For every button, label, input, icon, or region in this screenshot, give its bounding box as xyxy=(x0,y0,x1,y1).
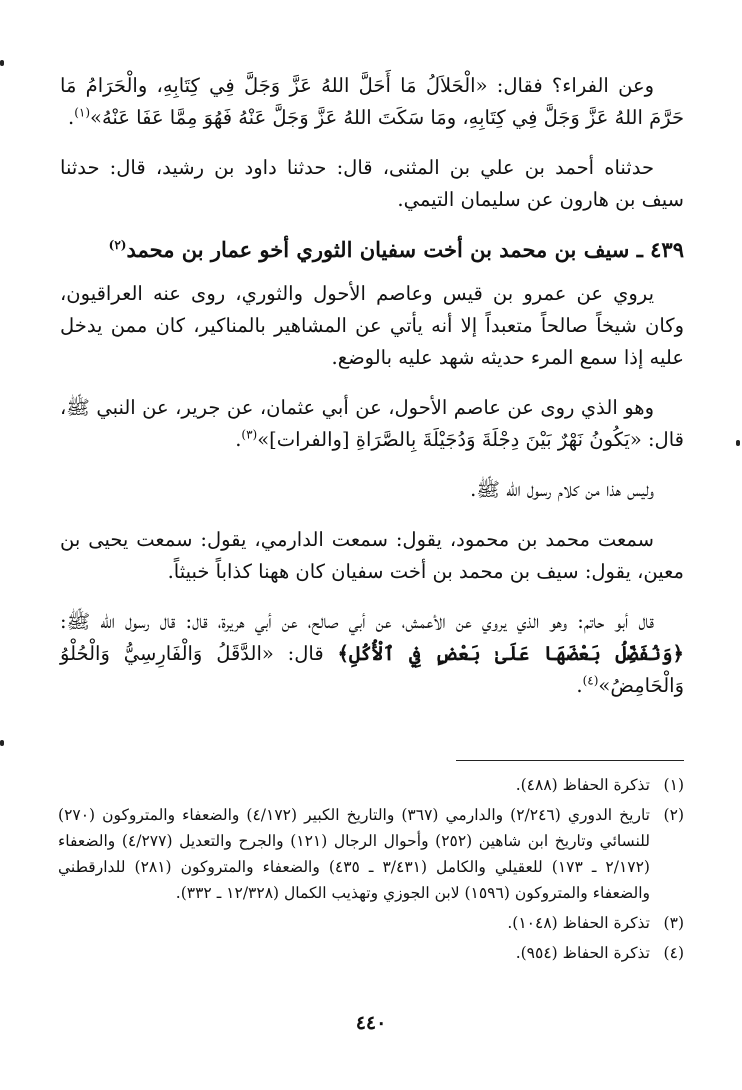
footnote-text: تذكرة الحفاظ (٤٨٨). xyxy=(515,776,650,794)
footnote-number: (٣) xyxy=(663,914,684,932)
paragraph-text: وعن الفراء؟ فقال: «الْحَلاَلُ مَا أَحَلَّ اللهُ عَزَّ وَجَلَّ فِي كِتَابِهِ، والْحَرَامُ مَا حَرَّمَ اللهُ عَزَّ وَجَلَّ فِي كِتَابِهِ، ومَا سَكَتَ اللهُ عَزَّ وَجَلَّ عَنْهُ فَهُوَ مِمَّا عَفَا عَنْهُ» xyxy=(60,74,684,129)
paragraph-hadith-river xyxy=(60,392,684,456)
footnote xyxy=(58,910,684,936)
paragraph-end: . xyxy=(576,674,583,697)
footnote-number: (٤) xyxy=(663,944,684,962)
margin-mark-bottom xyxy=(0,740,4,746)
footnote-number: (١) xyxy=(663,776,684,794)
footnote-ref: (٤) xyxy=(582,673,599,688)
footnote-number: (٢) xyxy=(663,806,684,824)
footnote xyxy=(58,772,684,798)
entry-heading-text: ٤٣٩ ـ سيف بن محمد بن أخت سفيان الثوري أخو عمار بن محمد xyxy=(126,237,684,262)
paragraph-isnad: حدثناه أحمد بن علي بن المثنى، قال: حدثنا داود بن رشيد، قال: حدثنا سيف بن هارون عن سليمان التيمي. xyxy=(60,156,684,211)
paragraph-text: قال أبو حاتم: وهو الذي يروي عن الأعمش، عن أبي صالح، عن أبي هريرة، قال: قال رسول الله ﷺ: xyxy=(60,610,654,633)
footnote-divider xyxy=(456,760,684,761)
footnote xyxy=(58,802,684,906)
footnote xyxy=(58,940,684,966)
quran-verse: ﴿وَنُفَضِّلُ بَعْضَهَا عَلَىٰ بَعْضٍ فِي ٱلْأُكُلِ﴾ xyxy=(337,642,684,665)
paragraph-abu-hatim xyxy=(60,606,684,702)
margin-mark-middle xyxy=(736,440,740,446)
margin-mark-top xyxy=(0,60,4,66)
entry-heading xyxy=(60,234,684,266)
footnote-ref: (٣) xyxy=(241,427,258,442)
footnote-ref: (٢) xyxy=(108,238,127,252)
paragraph-text-cont: قال: «الدَّقَلُ وَالْفَارِسِيُّ وَالْحُلْوُ وَالْحَامِضُ» xyxy=(60,642,684,697)
paragraph-end: . xyxy=(68,106,75,129)
main-text xyxy=(60,70,684,720)
footnote-text: تاريخ الدوري (٢/٢٤٦) والدارمي (٣٦٧) والتاريخ الكبير (٤/١٧٢) والضعفاء والمتروكون (٢٧٠) للنسائي وتاريخ ابن شاهين (٢٥٢) وأحوال الرجال (١٢١) والجرح والتعديل (٤/٢٧٧) والضعفاء (٢/١٧٢ ـ ١٧٣) للعقيلي والكامل (٣/٤٣١ ـ ٤٣٥) والضعفاء والمتروكون (٢٨١) للدارقطني والضعفاء والمتروكون (١٥٩٦) لابن الجوزي وتهذيب الكمال (١٢/٣٢٨ ـ ٣٣٢). xyxy=(58,806,650,902)
paragraph-end: . xyxy=(235,428,242,451)
footnote-text: تذكرة الحفاظ (١٠٤٨). xyxy=(507,914,650,932)
footnotes xyxy=(58,772,684,970)
paragraph-note: وليس هذا من كلام رسول الله ﷺ. xyxy=(470,478,654,501)
paragraph-ibn-main: سمعت محمد بن محمود، يقول: سمعت الدارمي، يقول: سمعت يحيى بن معين، يقول: سيف بن محمد بن أخت سفيان كان ههنا كذاباً خبيثاً. xyxy=(60,528,684,583)
page-number: ٤٤٠ xyxy=(355,1012,387,1034)
footnote-ref: (١) xyxy=(74,105,91,120)
paragraph-text: وهو الذي روى عن عاصم الأحول، عن أبي عثمان، عن جرير، عن النبي ﷺ، قال: «يَكُونُ نَهْرٌ بَيْنَ دِجْلَةَ وَدُجَيْلَةَ بِالصَّرَاةِ [والفرات]» xyxy=(60,396,684,451)
footnote-text: تذكرة الحفاظ (٩٥٤). xyxy=(515,944,650,962)
paragraph-farra-quote xyxy=(60,70,684,134)
paragraph-biography: يروي عن عمرو بن قيس وعاصم الأحول والثوري، روى عنه العراقيون، وكان شيخاً صالحاً متعبداً إلا أنه يأتي عن المشاهير بالمناكير، كان ممن يدخل عليه إذا سمع المرء حديثه شهد عليه بالوضع. xyxy=(60,282,684,369)
